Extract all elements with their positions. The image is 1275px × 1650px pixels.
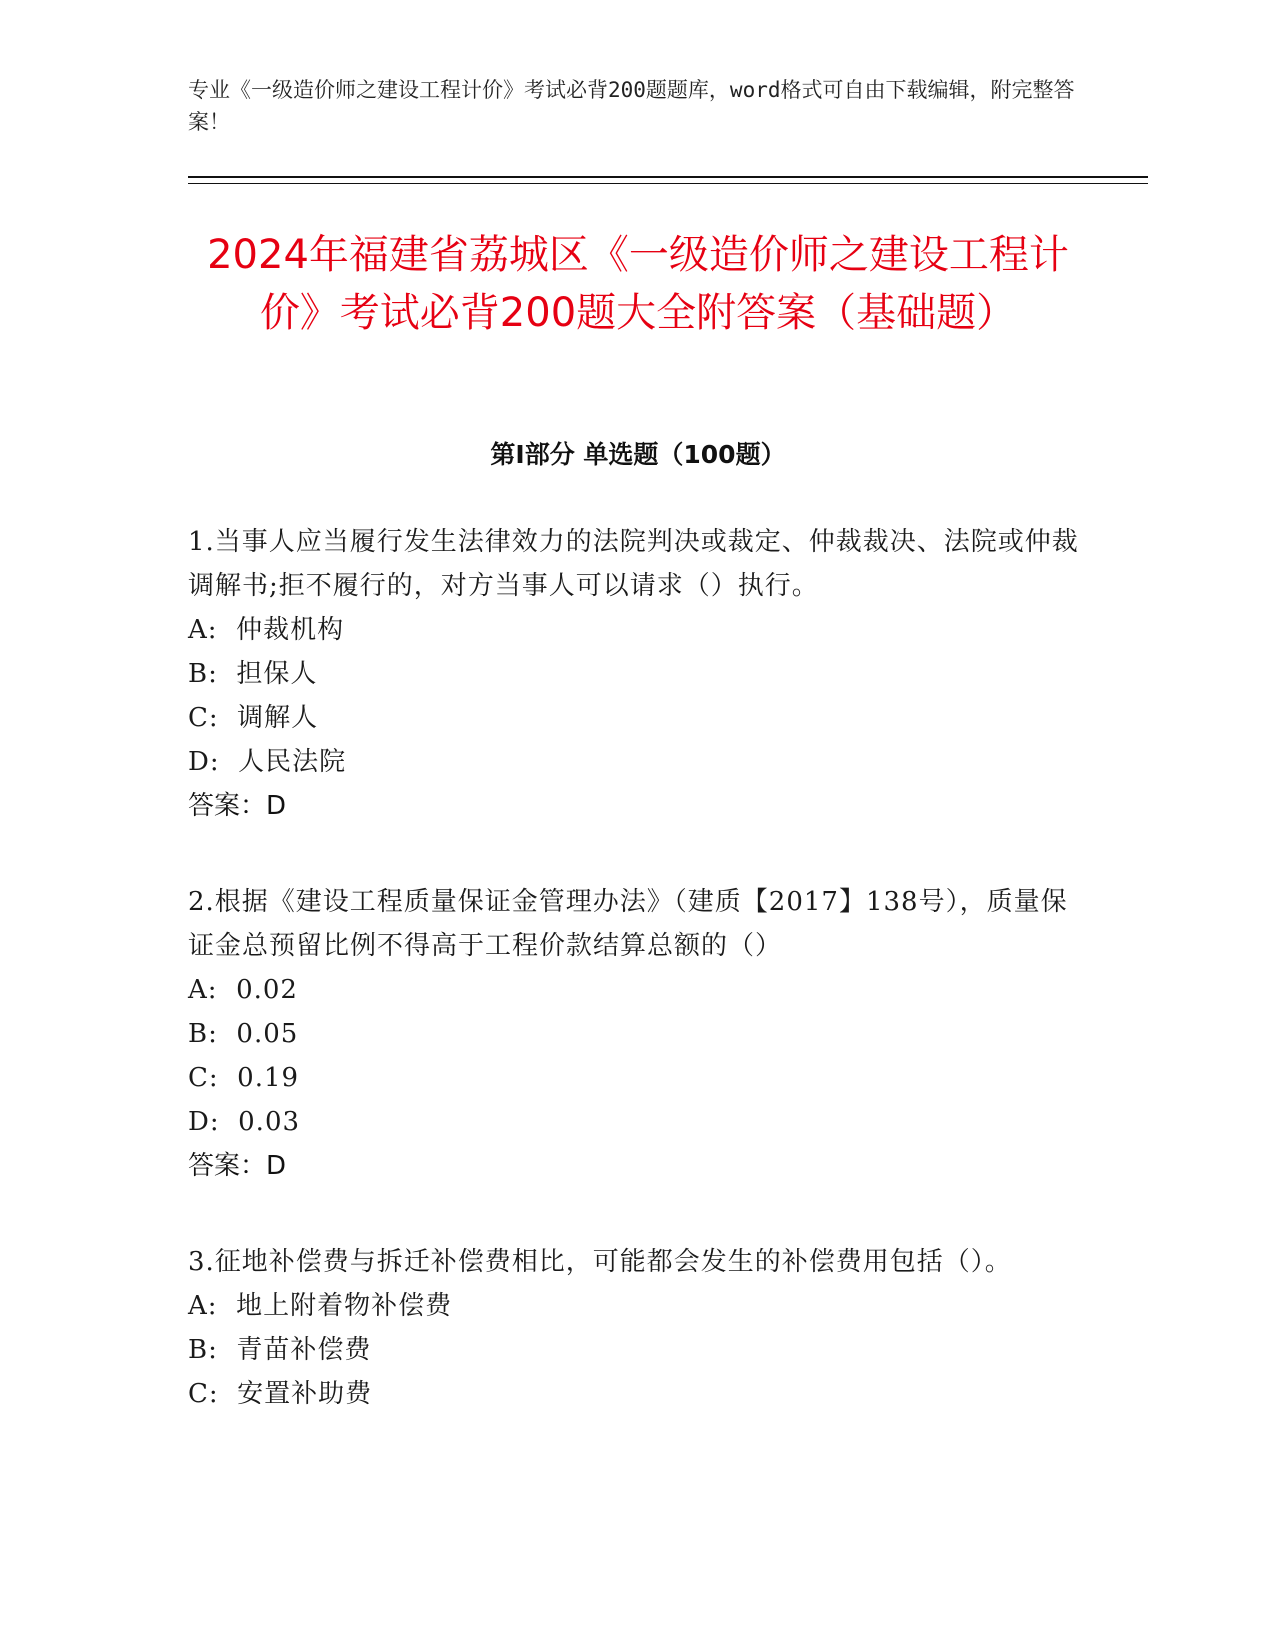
- option-a: A: 仲裁机构: [188, 615, 345, 645]
- header-divider-thin: [188, 183, 1148, 184]
- option-a: A: 地上附着物补偿费: [188, 1291, 453, 1321]
- question-text: 3.征地补偿费与拆迁补偿费相比，可能都会发生的补偿费用包括（）。: [188, 1247, 1012, 1277]
- document-title: 2024年福建省荔城区《一级造价师之建设工程计价》考试必背200题大全附答案（基础题）: [207, 232, 1069, 336]
- option-c: C: 安置补助费: [188, 1379, 373, 1409]
- option-b: B: 青苗补偿费: [188, 1335, 372, 1365]
- option-c: C: 0.19: [188, 1063, 300, 1093]
- question-3: [188, 1240, 1088, 1416]
- header-note: 专业《一级造价师之建设工程计价》考试必背200题题库，word格式可自由下载编辑，附完整答案！: [188, 78, 1075, 134]
- question-1: [188, 520, 1088, 828]
- question-text: 1.当事人应当履行发生法律效力的法院判决或裁定、仲裁裁决、法院或仲裁调解书;拒不履行的，对方当事人可以请求（）执行。: [188, 527, 1079, 601]
- header-divider-thick: [188, 176, 1148, 178]
- section-heading: 第I部分 单选题（100题）: [490, 440, 786, 469]
- option-c: C: 调解人: [188, 703, 319, 733]
- question-2: [188, 880, 1088, 1188]
- option-d: D: 0.03: [188, 1107, 301, 1137]
- answer: 答案：D: [188, 791, 287, 821]
- question-text: 2.根据《建设工程质量保证金管理办法》（建质【2017】138号），质量保证金总预留比例不得高于工程价款结算总额的（）: [188, 887, 1068, 961]
- option-b: B: 0.05: [188, 1019, 299, 1049]
- option-a: A: 0.02: [188, 975, 298, 1005]
- option-d: D: 人民法院: [188, 747, 347, 777]
- option-b: B: 担保人: [188, 659, 318, 689]
- answer: 答案：D: [188, 1151, 287, 1181]
